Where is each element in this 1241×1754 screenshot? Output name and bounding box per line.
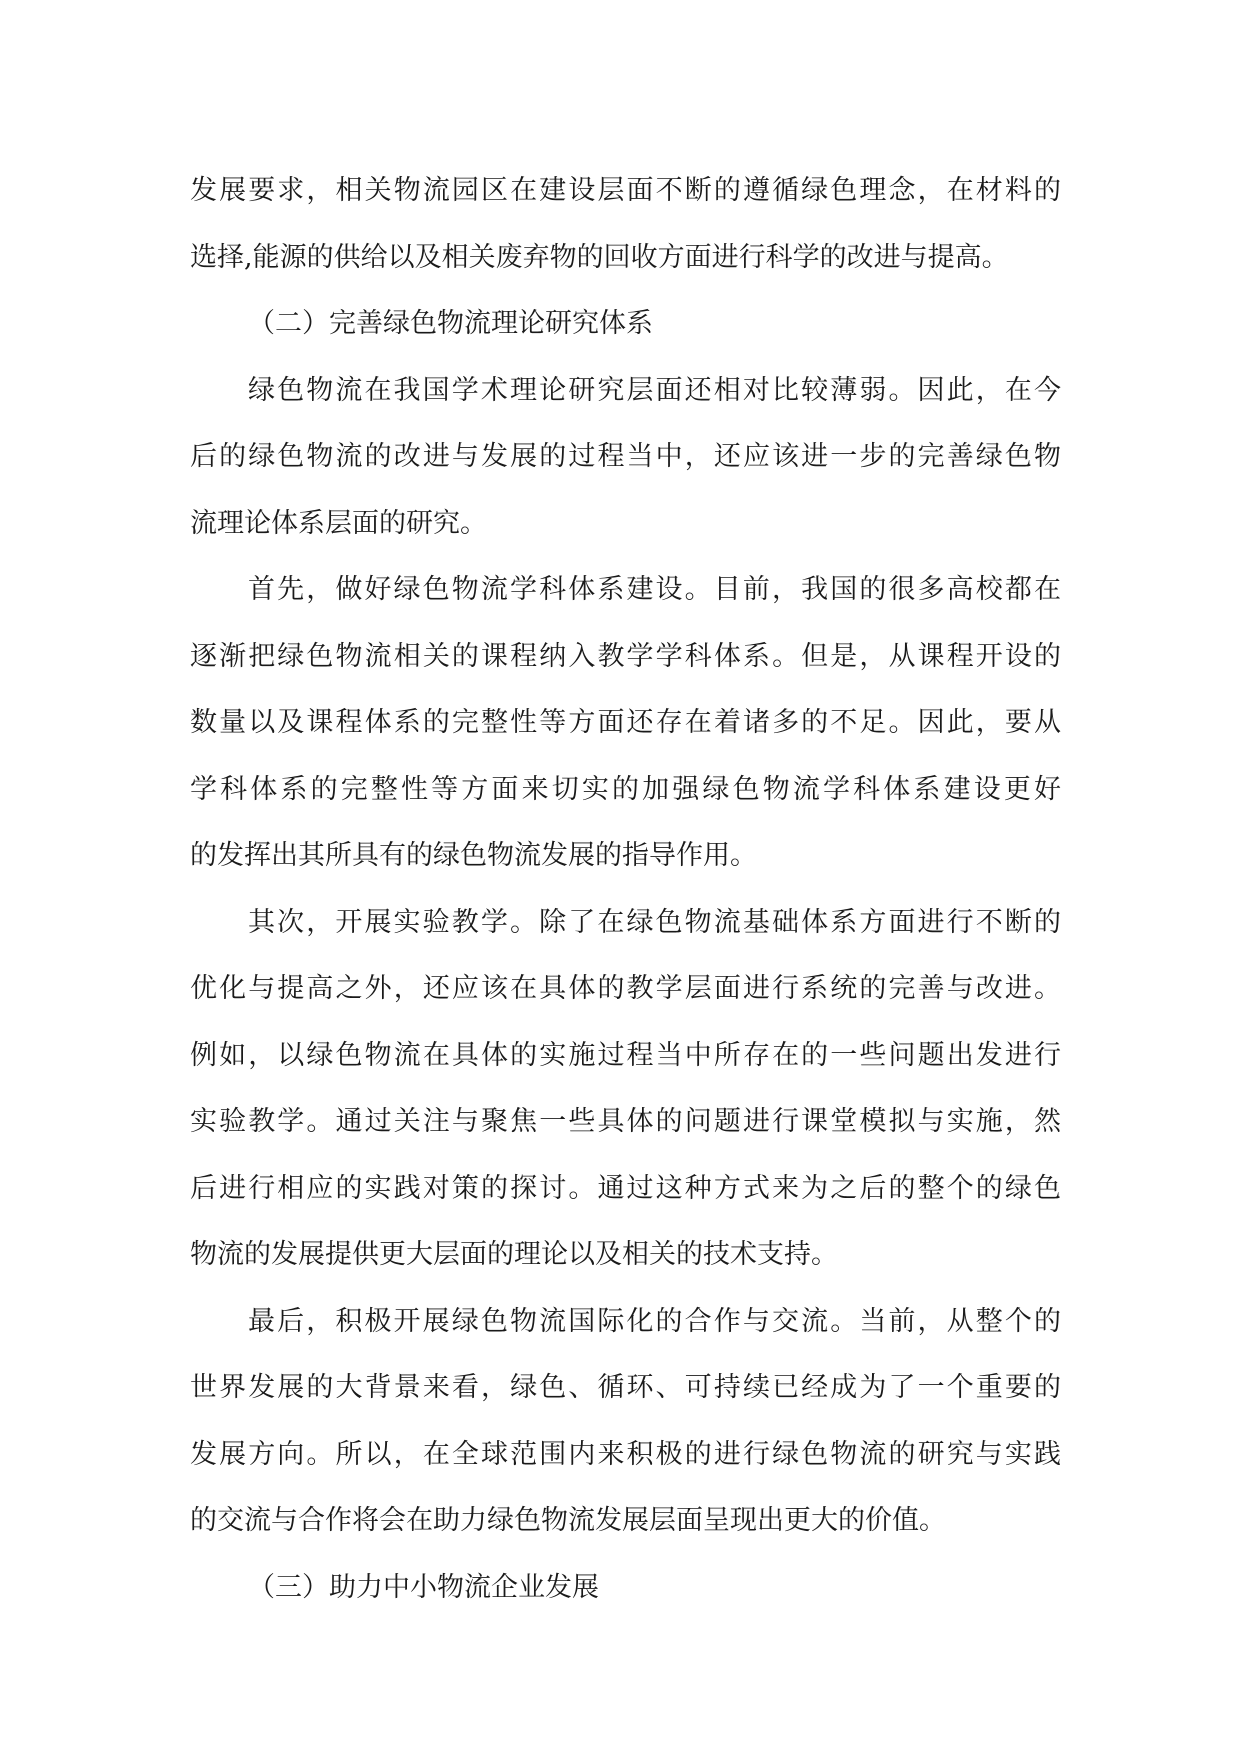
text-line: 选择,能源的供给以及相关废弃物的回收方面进行科学的改进与提高。 [190, 241, 1009, 273]
paragraph-intro [190, 358, 1061, 558]
paragraph-first [190, 557, 1061, 890]
text-line: 物流的发展提供更大层面的理论以及相关的技术支持。 [190, 1239, 838, 1270]
section-heading-3 [190, 1555, 1061, 1622]
text-line: 逐渐把绿色物流相关的课程纳入教学学科体系。但是，从课程开设的 [190, 640, 1061, 672]
text-line: 的交流与合作将会在助力绿色物流发展层面呈现出更大的价值。 [190, 1505, 946, 1536]
text-line: 最后，积极开展绿色物流国际化的合作与交流。当前，从整个的 [248, 1305, 1061, 1337]
text-line: 实验教学。通过关注与聚焦一些具体的问题进行课堂模拟与实施，然 [190, 1106, 1061, 1137]
text-line: 数量以及课程体系的完整性等方面还存在着诸多的不足。因此，要从 [190, 707, 1061, 738]
text-line: 后的绿色物流的改进与发展的过程当中，还应该进一步的完善绿色物 [190, 441, 1061, 472]
section-heading-2 [190, 291, 1061, 358]
paragraph-finally [190, 1289, 1061, 1555]
text-line: 绿色物流在我国学术理论研究层面还相对比较薄弱。因此，在今 [248, 374, 1061, 406]
text-line: 世界发展的大背景来看，绿色、循环、可持续已经成为了一个重要的 [190, 1372, 1061, 1403]
text-line: 首先，做好绿色物流学科体系建设。目前，我国的很多高校都在 [248, 574, 1061, 605]
text-line: 发展要求，相关物流园区在建设层面不断的遵循绿色理念，在材料的 [190, 175, 1061, 206]
text-line: 的发挥出其所具有的绿色物流发展的指导作用。 [190, 840, 757, 871]
text-line: 流理论体系层面的研究。 [190, 507, 487, 539]
section-heading-text: （二）完善绿色物流理论研究体系 [248, 308, 653, 339]
paragraph-continuation [190, 158, 1061, 291]
section-heading-text: （三）助力中小物流企业发展 [248, 1571, 599, 1603]
text-line: 后进行相应的实践对策的探讨。通过这种方式来为之后的整个的绿色 [190, 1172, 1061, 1204]
text-line: 优化与提高之外，还应该在具体的教学层面进行系统的完善与改进。 [190, 973, 1061, 1004]
document-body [190, 158, 1061, 1621]
text-line: 例如，以绿色物流在具体的实施过程当中所存在的一些问题出发进行 [190, 1039, 1061, 1071]
text-line: 发展方向。所以，在全球范围内来积极的进行绿色物流的研究与实践 [190, 1438, 1061, 1470]
text-line: 其次，开展实验教学。除了在绿色物流基础体系方面进行不断的 [248, 906, 1061, 938]
paragraph-second [190, 890, 1061, 1289]
text-line: 学科体系的完整性等方面来切实的加强绿色物流学科体系建设更好 [190, 773, 1061, 805]
